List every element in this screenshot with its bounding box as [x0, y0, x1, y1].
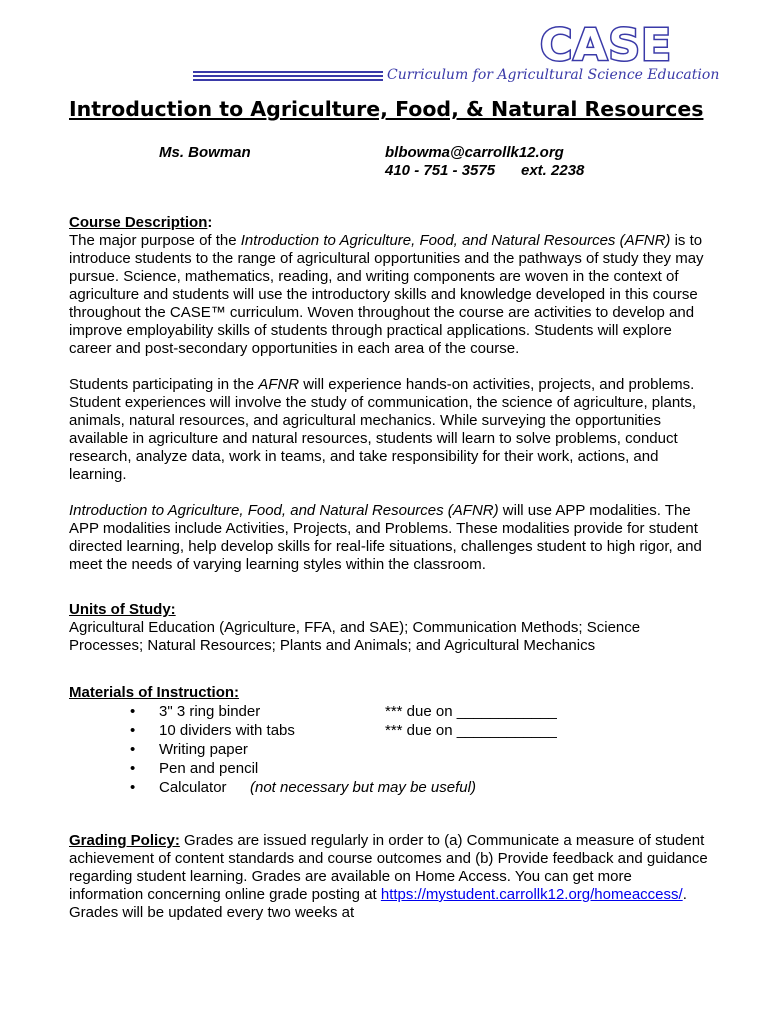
teacher-email: blbowma@carrollk12.org: [385, 144, 564, 161]
grading-policy-section: [69, 832, 709, 922]
teacher-name: Ms. Bowman: [159, 144, 251, 161]
case-logo-wordmark: CASE: [540, 20, 673, 71]
units-of-study-heading: Units of Study:: [69, 601, 176, 618]
course-description-paragraph-2: Students participating in the AFNR will experience hands-on activities, projects, and problems. Student experiences will involve the study of communication, the science of agriculture, plants, animals, natural resources, and agricultural mechanics. While surveying the opportunities available in agriculture and natural resources, students will learn to solve problems, conduct research, analyze data, work in teams, and take responsibility for their work, actions, and learning.: [69, 376, 696, 483]
course-description-section: Course Description: The major purpose of the Introduction to Agriculture, Food, and Natural Resources (AFNR) is to introduce students to the range of agricultural opportunities and the pathways of study they may pursue. Science, mathematics, reading, and writing components are woven in the context of agriculture and students will use the introductory skills and knowledge developed in this course throughout the CASE™ curriculum. Woven throughout the course are activities to develop and improve employability skills of students through practical applications. Students will explore career and post-secondary opportunities in each area of the course. Students participating in the AFNR will experience hands-on activities, projects, and problems. Student experiences will involve the study of communication, the science of agriculture, plants, animals, natural resources, and agricultural mechanics. While surveying the opportunities available in agriculture and natural resources, students will learn to solve problems, conduct research, analyze data, work in teams, and take responsibility for their work, actions, and learning. Introduction to Agriculture, Food, and Natural Resources (AFNR) will use APP modalities. The APP modalities include Activities, Projects, and Problems. These modalities provide for student directed learning, help develop skills for real-life situations, challenges student to high rigor, and meet the needs of varying learning styles within the classroom.: [69, 214, 709, 574]
materials-heading: Materials of Instruction:: [69, 684, 240, 701]
course-description-paragraph-3: Introduction to Agriculture, Food, and Natural Resources (AFNR) will use APP modalities. The APP modalities include Activities, Projects, and Problems. These modalities provide for student directed learning, help develop skills for real-life situations, challenges student to high rigor, and meet the needs of varying learning styles within the classroom.: [69, 502, 702, 573]
units-of-study-section: [69, 601, 709, 655]
materials-section: [69, 684, 709, 702]
bullet-icon: •: [130, 703, 136, 720]
page-title: Introduction to Agriculture, Food, & Natural Resources: [69, 97, 704, 121]
document-page: CASE Curriculum for Agricultural Science Education Introduction to Agriculture, Food, & Natural Resources Ms. Bowman blbowma@carrollk12.org 410 - 751 - 3575 ext. 2238 Course Description: The major purpose of the Introduction to Agriculture, Food, and Natural Resources (AFNR) is to introduce students to the range of agricultural opportunities and the pathways of study they may pursue. Science, mathematics, reading, and writing components are woven in the context of agriculture and students will use the introductory skills and knowledge developed in this course throughout the CASE™ curriculum. Woven throughout the course are activities to develop and improve employability skills of students through practical applications. Students will explore career and post-secondary opportunities in each area of the course. Students participating in the AFNR will experience hands-on activities, projects, and problems. Student experiences will involve the study of communication, the science of agriculture, plants, animals, natural resources, and agricultural mechanics. While surveying the opportunities available in agriculture and natural resources, students will learn to solve problems, conduct research, analyze data, work in teams, and take responsibility for their work, actions, and learning. Introduction to Agriculture, Food, and Natural Resources (AFNR) will use APP modalities. The APP modalities include Activities, Projects, and Problems. These modalities provide for student directed learning, help develop skills for real-life situations, challenges student to high rigor, and meet the needs of varying learning styles within the classroom. Units of Study: Agricultural Education (Agriculture, FFA, and SAE); Communication Methods; Science Processes; Natural Resources; Plants and Animals; and Agricultural Mechanics Materials of Instruction: • 3" 3 ring binder *** due on ____________ • 10 dividers with tabs *** due on ____________ • Writing paper • Pen and pencil • Calculator (not necessary but may be useful) Grading Policy: Grades are issued regularly in order to (a) Communicate a measure of student achievement of content standards and course outcomes and (b) Provide feedback and guidance regarding student learning. Grades are available on Home Access. You can get more information concerning online grade posting at https://mystudent.carrollk12.org/homeaccess/. Grades will be updated every two weeks at: [69, 20, 720, 921]
units-of-study-text: Agricultural Education (Agriculture, FFA, and SAE); Communication Methods; Science Processes; Natural Resources; Plants and Animals; and Agricultural Mechanics: [69, 619, 641, 654]
home-access-link[interactable]: https://mystudent.carrollk12.org/homeaccess/: [380, 886, 683, 903]
logo-decorative-lines: [193, 71, 383, 83]
bullet-icon: •: [130, 779, 136, 796]
bullet-icon: •: [130, 722, 136, 739]
bullet-icon: •: [130, 760, 136, 777]
teacher-extension: ext. 2238: [521, 162, 585, 179]
logo-tagline: Curriculum for Agricultural Science Education: [387, 67, 720, 83]
teacher-phone: 410 - 751 - 3575: [385, 162, 496, 179]
bullet-icon: •: [130, 741, 136, 758]
course-description-paragraph-1: The major purpose of the Introduction to Agriculture, Food, and Natural Resources (AFNR) is to introduce students to the range of agricultural opportunities and the pathways of study they may pursue. Science, mathematics, reading, and writing components are woven in the context of agriculture and students will use the introductory skills and knowledge developed in this course throughout the CASE™ curriculum. Woven throughout the course are activities to develop and improve employability skills of students through practical applications. Students will explore career and post-secondary opportunities in each area of the course.: [69, 232, 704, 357]
grading-policy-text: Grading Policy: Grades are issued regularly in order to (a) Communicate a measure of student achievement of content standards and course outcomes and (b) Provide feedback and guidance regarding student learning. Grades are available on Home Access. You can get more information concerning online grade posting at https://mystudent.carrollk12.org/homeaccess/. Grades will be updated every two weeks at: [69, 832, 708, 921]
course-description-heading: Course Description: [69, 214, 208, 231]
grading-policy-heading: Grading Policy:: [69, 832, 180, 849]
